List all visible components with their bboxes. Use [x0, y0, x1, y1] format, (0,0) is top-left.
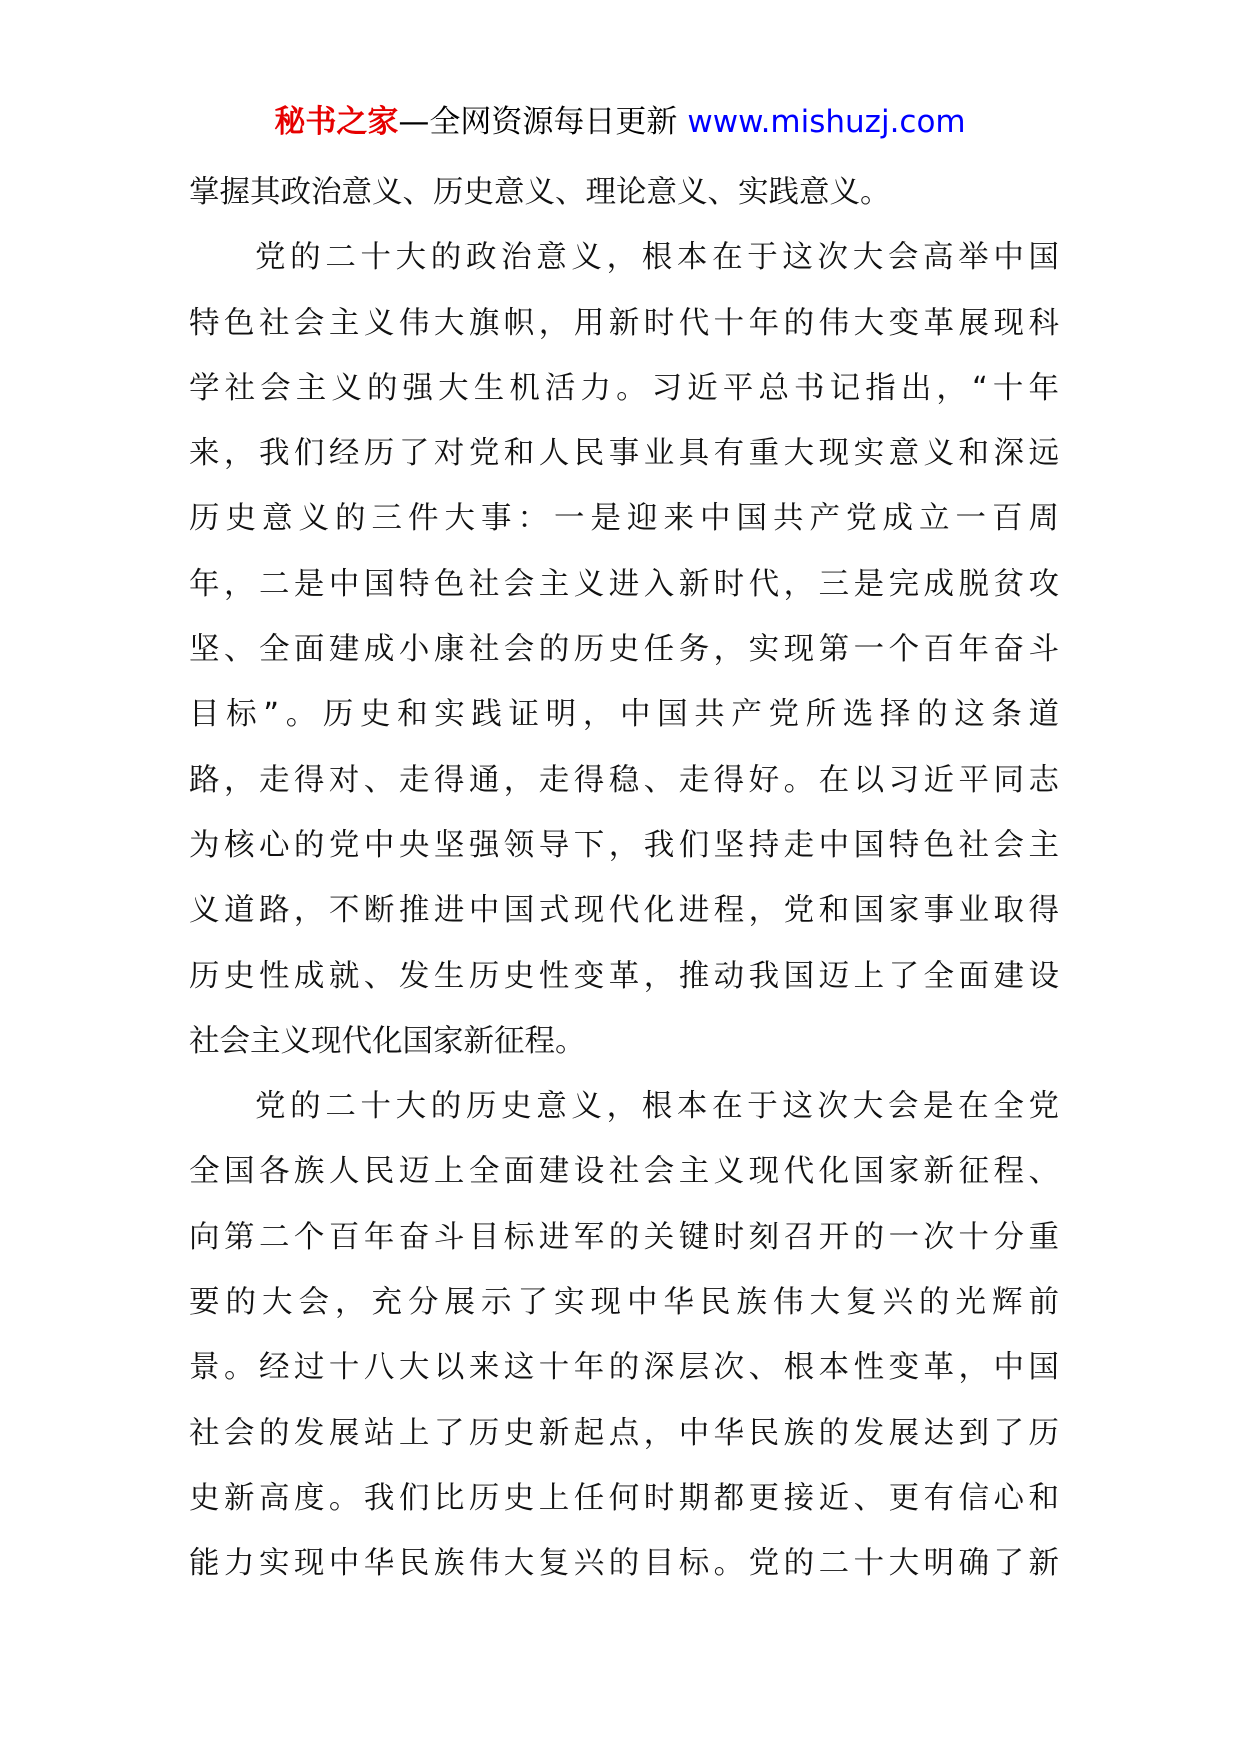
text-line: 学社会主义的强大生机活力。习近平总书记指出，“十年	[189, 370, 1059, 406]
brand-name: 秘书之家	[274, 104, 399, 140]
text-line: 路，走得对、走得通，走得稳、走得好。在以习近平同志	[189, 762, 1059, 798]
text-line: 义道路，不断推进中国式现代化进程，党和国家事业取得	[189, 893, 1059, 929]
text-line: 社会主义现代化国家新征程。	[189, 1023, 586, 1059]
text-line: 景。经过十八大以来这十年的深层次、根本性变革，中国	[189, 1350, 1059, 1386]
text-line: 要的大会，充分展示了实现中华民族伟大复兴的光辉前	[189, 1285, 1059, 1321]
website-link[interactable]: www.mishuzj.com	[687, 104, 966, 140]
header-tagline: —全网资源每日更新	[398, 104, 678, 140]
text-line: 历史性成就、发生历史性变革，推动我国迈上了全面建设	[189, 958, 1059, 994]
text-line: 社会的发展站上了历史新起点，中华民族的发展达到了历	[189, 1415, 1059, 1451]
paragraph-first-line: 党的二十大的历史意义，根本在于这次大会是在全党	[255, 1089, 1059, 1125]
text-line: 为核心的党中央坚强领导下，我们坚持走中国特色社会主	[189, 827, 1059, 863]
watermark-header	[0, 100, 1240, 144]
text-line: 能力实现中华民族伟大复兴的目标。党的二十大明确了新	[189, 1546, 1059, 1582]
text-line: 坚、全面建成小康社会的历史任务，实现第一个百年奋斗	[189, 632, 1059, 668]
paragraph-first-line: 党的二十大的政治意义，根本在于这次大会高举中国	[255, 240, 1059, 276]
text-line: 来，我们经历了对党和人民事业具有重大现实意义和深远	[189, 436, 1059, 472]
document-body	[189, 160, 1059, 1597]
text-line: 向第二个百年奋斗目标进军的关键时刻召开的一次十分重	[189, 1219, 1059, 1255]
text-line: 年，二是中国特色社会主义进入新时代，三是完成脱贫攻	[189, 566, 1059, 602]
text-line: 全国各族人民迈上全面建设社会主义现代化国家新征程、	[189, 1154, 1059, 1190]
text-line: 掌握其政治意义、历史意义、理论意义、实践意义。	[189, 175, 891, 210]
text-line: 历史意义的三件大事：一是迎来中国共产党成立一百周	[189, 501, 1059, 537]
text-line: 史新高度。我们比历史上任何时期都更接近、更有信心和	[189, 1480, 1059, 1516]
text-line: 特色社会主义伟大旗帜，用新时代十年的伟大变革展现科	[189, 305, 1059, 341]
text-line: 目标”。历史和实践证明，中国共产党所选择的这条道	[189, 697, 1059, 733]
